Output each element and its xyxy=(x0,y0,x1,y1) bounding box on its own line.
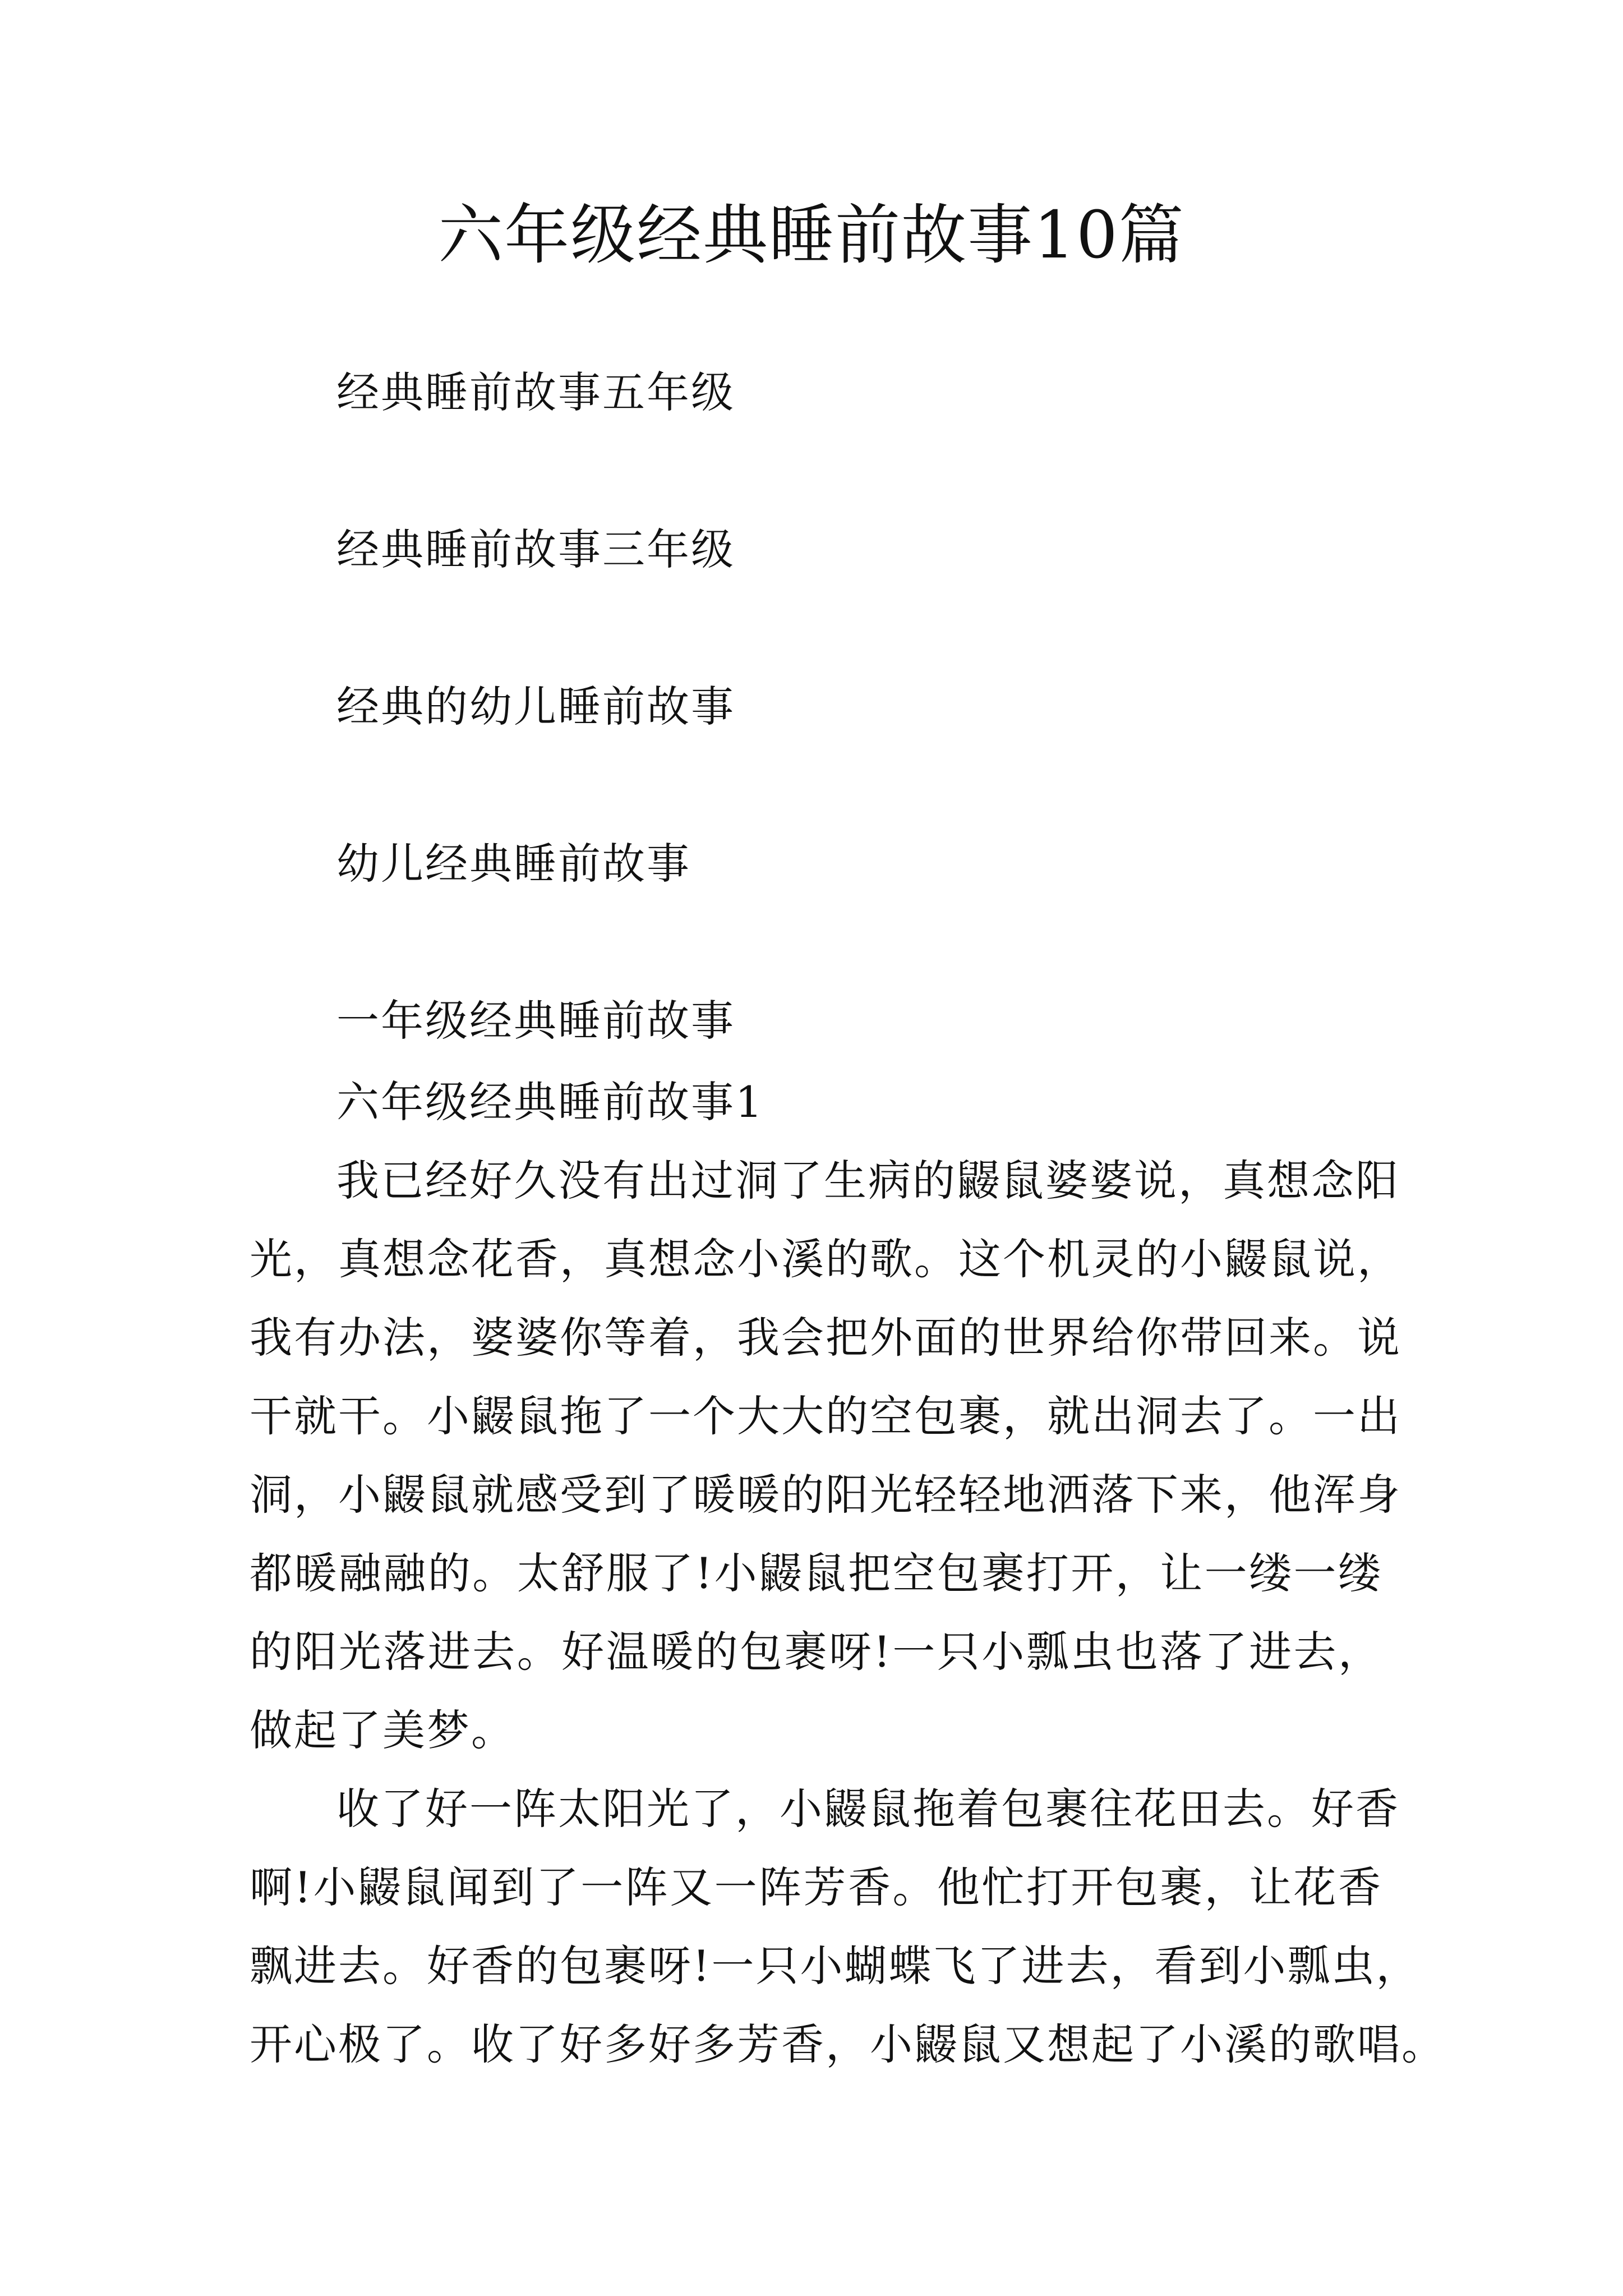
paragraph-line: 洞，小鼹鼠就感受到了暖暖的阳光轻轻地洒落下来，他浑身 xyxy=(250,1470,1401,1520)
paragraph-line: 开心极了。收了好多好多芳香，小鼹鼠又想起了小溪的歌唱。 xyxy=(250,2019,1446,2069)
paragraph-line: 啊!小鼹鼠闻到了一阵又一阵芳香。他忙打开包裹，让花香 xyxy=(250,1862,1382,1912)
paragraph-line: 光，真想念花香，真想念小溪的歌。这个机灵的小鼹鼠说， xyxy=(250,1234,1401,1284)
section-heading: 六年级经典睡前故事1 xyxy=(336,1077,764,1127)
paragraph-line: 我有办法，婆婆你等着，我会把外面的世界给你带回来。说 xyxy=(250,1313,1401,1363)
document-title: 六年级经典睡前故事10篇 xyxy=(438,197,1185,273)
toc-item: 幼儿经典睡前故事 xyxy=(336,839,691,889)
toc-item: 经典的幼儿睡前故事 xyxy=(336,682,735,731)
paragraph-line: 收了好一阵太阳光了，小鼹鼠拖着包裹往花田去。好香 xyxy=(336,1784,1400,1834)
paragraph-line: 飘进去。好香的包裹呀!一只小蝴蝶飞了进去，看到小瓢虫， xyxy=(250,1941,1421,1991)
toc-item: 经典睡前故事三年级 xyxy=(336,524,735,574)
paragraph-line: 我已经好久没有出过洞了生病的鼹鼠婆婆说，真想念阳 xyxy=(336,1156,1400,1205)
toc-item: 经典睡前故事五年级 xyxy=(336,367,735,417)
paragraph-line: 都暖融融的。太舒服了!小鼹鼠把空包裹打开，让一缕一缕 xyxy=(250,1548,1382,1598)
paragraph-line: 做起了美梦。 xyxy=(250,1705,515,1755)
toc-item: 一年级经典睡前故事 xyxy=(336,996,735,1046)
paragraph-line: 的阳光落进去。好温暖的包裹呀!一只小瓢虫也落了进去， xyxy=(250,1627,1382,1677)
paragraph-line: 干就干。小鼹鼠拖了一个大大的空包裹，就出洞去了。一出 xyxy=(250,1391,1401,1441)
